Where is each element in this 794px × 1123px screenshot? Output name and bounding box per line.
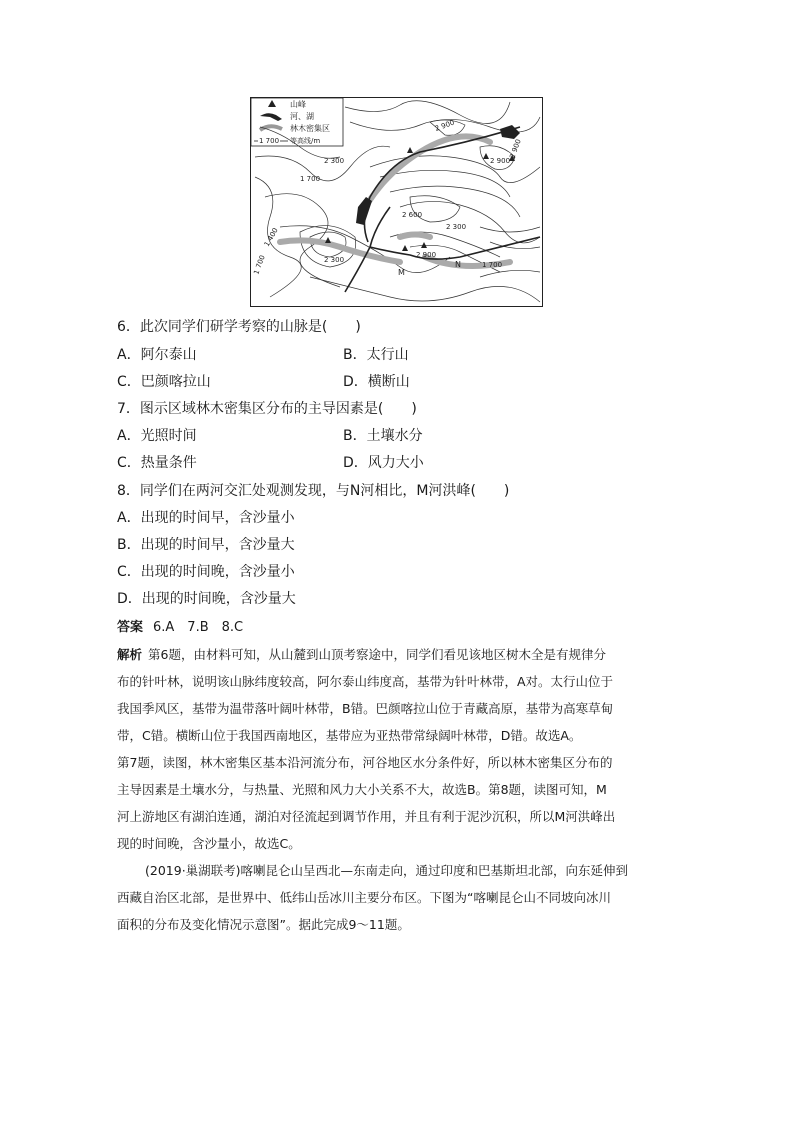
question-8-option-a: A．出现的时间早，含沙量小	[117, 510, 295, 526]
contour-label: 1 700	[482, 261, 503, 269]
intro-line-2: 西藏自治区北部，是世界中、低纬山岳冰川主要分布区。下图为“喀喇昆仑山不同坡向冰川	[117, 890, 611, 905]
contour-label: 2 900	[508, 138, 523, 160]
contour-label: 2 900	[433, 118, 456, 133]
question-7-option-c: C．热量条件	[117, 455, 197, 471]
question-6-option-d: D．横断山	[343, 374, 410, 390]
contour-label: 2 900	[416, 251, 437, 259]
question-6-option-b: B．太行山	[343, 347, 409, 363]
question-7-stem: 7．图示区域林木密集区分布的主导因素是( )	[117, 401, 417, 417]
legend-forest-label: 林木密集区	[290, 124, 330, 133]
question-8-option-b: B．出现的时间早，含沙量大	[117, 537, 295, 553]
river-m-label: M	[398, 268, 405, 277]
question-6-option-a: A．阿尔泰山	[117, 347, 197, 363]
intro-line-1: (2019·巢湖联考)喀喇昆仑山呈西北—东南走向，通过印度和巴基斯坦北部，向东延伸到	[145, 863, 629, 878]
explanation-line-3: 我国季风区，基带为温带落叶阔叶林带，B错。巴颜喀拉山位于青藏高原，基带为高寒草甸	[117, 701, 614, 716]
explanation-line-8: 现的时间晚，含沙量小，故选C。	[117, 836, 301, 851]
topographic-map	[250, 97, 543, 307]
explanation-label: 解析	[117, 647, 143, 662]
answer-text: 6.A 7.B 8.C	[153, 620, 244, 635]
legend-contour-label: 等高线/m	[290, 137, 321, 145]
explanation-text: 第6题，由材料可知，从山麓到山顶考察途中，同学们看见该地区树木全是有规律分	[148, 647, 606, 662]
question-8-option-d: D．出现的时间晚，含沙量大	[117, 591, 296, 607]
question-6-option-c: C．巴颜喀拉山	[117, 374, 211, 390]
question-6-stem: 6．此次同学们研学考察的山脉是( )	[117, 319, 361, 335]
question-7-option-d: D．风力大小	[343, 455, 424, 471]
legend-river-label: 河、湖	[290, 112, 314, 121]
contour-label: 2 300	[446, 223, 467, 231]
contour-label: 2 300	[324, 157, 345, 165]
explanation-line-1	[117, 646, 606, 664]
river-n-label: N	[455, 260, 461, 269]
intro-line-3: 面积的分布及变化情况示意图”。据此完成9～11题。	[117, 917, 410, 932]
explanation-line-7: 河上游地区有湖泊连通，湖泊对径流起到调节作用，并且有利于泥沙沉积，所以M河洪峰出	[117, 809, 616, 824]
explanation-line-6: 主导因素是土壤水分，与热量、光照和风力大小关系不大，故选B。第8题，读图可知，M	[117, 782, 607, 797]
contour-label: 1 400	[262, 226, 280, 248]
question-8-option-c: C．出现的时间晚，含沙量小	[117, 564, 295, 580]
legend-peak-label: 山峰	[290, 100, 306, 109]
contour-label: 1 700	[300, 175, 321, 183]
question-8-stem: 8．同学们在两河交汇处观测发现，与N河相比，M河洪峰( )	[117, 483, 510, 499]
explanation-line-5: 第7题，读图，林木密集区基本沿河流分布，河谷地区水分条件好，所以林木密集区分布的	[117, 755, 613, 770]
legend-contour-sample: 1 700	[259, 137, 280, 145]
answer-line	[117, 619, 243, 637]
contour-label: 2 600	[402, 211, 423, 219]
question-7-option-b: B．土壤水分	[343, 428, 423, 444]
contour-label: 2 900	[490, 157, 511, 165]
contour-label: 2 300	[324, 256, 345, 264]
explanation-line-4: 带，C错。横断山位于我国西南地区，基带应为亚热带常绿阔叶林带，D错。故选A。	[117, 728, 582, 743]
question-7-option-a: A．光照时间	[117, 428, 197, 444]
explanation-line-2: 布的针叶林，说明该山脉纬度较高，阿尔泰山纬度高，基带为针叶林带，A对。太行山位于	[117, 674, 614, 689]
contour-label: 1 700	[252, 254, 267, 276]
answer-label: 答案	[117, 620, 144, 635]
map-legend	[251, 98, 343, 146]
